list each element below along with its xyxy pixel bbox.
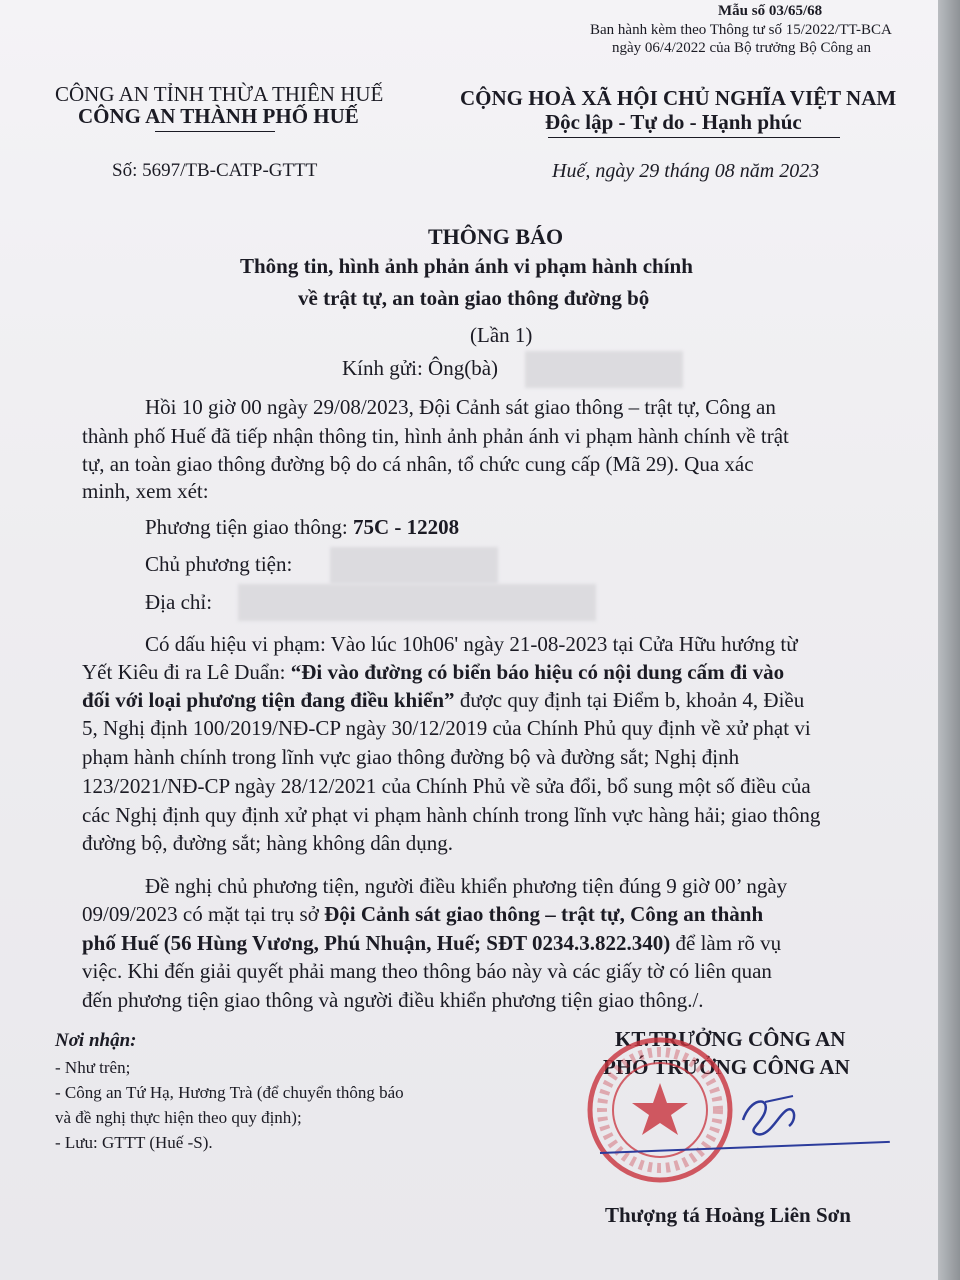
official-seal [585,1035,735,1185]
violation-quote-2: đối với loại phương tiện đang điều khiển” [82,688,455,712]
request-line-2 [82,902,763,927]
place-date: Huế, ngày 29 tháng 08 năm 2023 [552,160,820,182]
recipient-1: - Như trên; [55,1058,131,1077]
nation-motto: Độc lập - Tự do - Hạnh phúc [545,110,802,134]
violation-location: Yết Kiêu đi ra Lê Duẩn: [82,660,291,684]
signer-on-behalf: KT.TRƯỞNG CÔNG AN [615,1027,846,1051]
request-office: Đội Cảnh sát giao thông – trật tự, Công an thành [324,902,764,926]
violation-line-7: các Nghị định quy định xử phạt vi phạm hành chính trong lĩnh vực hàng hải; giao thông [82,803,821,827]
redacted-owner [330,547,498,584]
violation-line-6: 123/2021/NĐ-CP ngày 28/12/2021 của Chính Phủ về sửa đổi, bổ sung một số điều của [82,774,811,798]
violation-line-8: đường bộ, đường sắt; hàng không dân dụng. [82,831,454,855]
document-number: Số: 5697/TB-CATP-GTTT [112,160,318,181]
redacted-address [238,584,596,621]
violation-quote-1: “Đi vào đường có biển báo hiệu có nội dung cấm đi vào [290,660,785,684]
request-line-3 [82,931,781,956]
violation-line-1: Có dấu hiệu vi phạm: Vào lúc 10h06' ngày 21-08-2023 tại Cửa Hữu hướng từ [145,632,798,656]
page-edge-shadow [938,0,960,1280]
nation-name: CỘNG HOÀ XÃ HỘI CHỦ NGHĨA VIỆT NAM [460,86,897,110]
notice-subtitle-2: về trật tự, an toàn giao thông đường bộ [298,286,650,310]
owner-label: Chủ phương tiện: [145,552,293,576]
form-code: Mẫu số 03/65/68 [718,3,823,19]
agency-underline [155,131,275,132]
violation-line-2 [82,660,784,685]
request-office-address: phố Huế (56 Hùng Vương, Phú Nhuận, Huế; SĐT 0234.3.822.340) [82,931,671,955]
signature [735,1090,805,1140]
recipient-2-cont: và đề nghị thực hiện theo quy định); [55,1108,302,1127]
recipient-2: - Công an Tứ Hạ, Hương Trà (để chuyển thông báo [55,1083,404,1102]
motto-underline [548,137,840,138]
vehicle-row [145,515,459,540]
violation-clause: được quy định tại Điểm b, khoản 4, Điều [454,688,805,712]
form-issued-line1: Ban hành kèm theo Thông tư số 15/2022/TT-BCA [590,22,892,38]
intro-line-2: thành phố Huế đã tiếp nhận thông tin, hình ảnh phản ánh vi phạm hành chính về trật [82,424,789,448]
recipient-3: - Lưu: GTTT (Huế -S). [55,1133,213,1152]
intro-line-4: minh, xem xét: [82,479,209,503]
agency-parent: CÔNG AN TỈNH THỪA THIÊN HUẾ [55,82,384,106]
request-line-4: việc. Khi đến giải quyết phải mang theo thông báo này và các giấy tờ có liên quan [82,959,772,983]
redacted-recipient-name [525,351,683,388]
request-line-5: đến phương tiện giao thông và người điều khiển phương tiện giao thông./. [82,988,704,1012]
signer-position: PHÓ TRƯỞNG CÔNG AN [603,1055,850,1079]
request-line-1: Đề nghị chủ phương tiện, người điều khiển phương tiện đúng 9 giờ 00’ ngày [145,874,788,898]
request-date: 09/09/2023 có mặt tại trụ sở [82,902,325,926]
address-label: Địa chỉ: [145,590,213,614]
notice-title: THÔNG BÁO [428,224,564,249]
signer-name: Thượng tá Hoàng Liên Sơn [605,1203,851,1227]
recipients-title: Nơi nhận: [55,1030,137,1051]
vehicle-plate: 75C - 12208 [352,515,460,539]
vehicle-label: Phương tiện giao thông: [145,515,348,539]
agency-name: CÔNG AN THÀNH PHỐ HUẾ [78,104,359,128]
notice-subtitle-1: Thông tin, hình ảnh phản ánh vi phạm hành chính [240,254,693,278]
form-issued-line2: ngày 06/4/2022 của Bộ trưởng Bộ Công an [612,40,871,56]
violation-line-3 [82,688,804,713]
violation-line-4: 5, Nghị định 100/2019/NĐ-CP ngày 30/12/2019 của Chính Phủ quy định về xử phạt vi [82,716,811,740]
violation-line-5: phạm hành chính trong lĩnh vực giao thông đường bộ và đường sắt; Nghị định [82,745,740,769]
request-purpose: để làm rõ vụ [670,931,782,955]
intro-line-1: Hồi 10 giờ 00 ngày 29/08/2023, Đội Cảnh sát giao thông – trật tự, Công an [145,395,776,419]
greeting: Kính gửi: Ông(bà) [342,356,499,380]
intro-line-3: tự, an toàn giao thông đường bộ do cá nhân, tổ chức cung cấp (Mã 29). Qua xác [82,452,754,476]
notice-round: (Lần 1) [470,323,533,347]
